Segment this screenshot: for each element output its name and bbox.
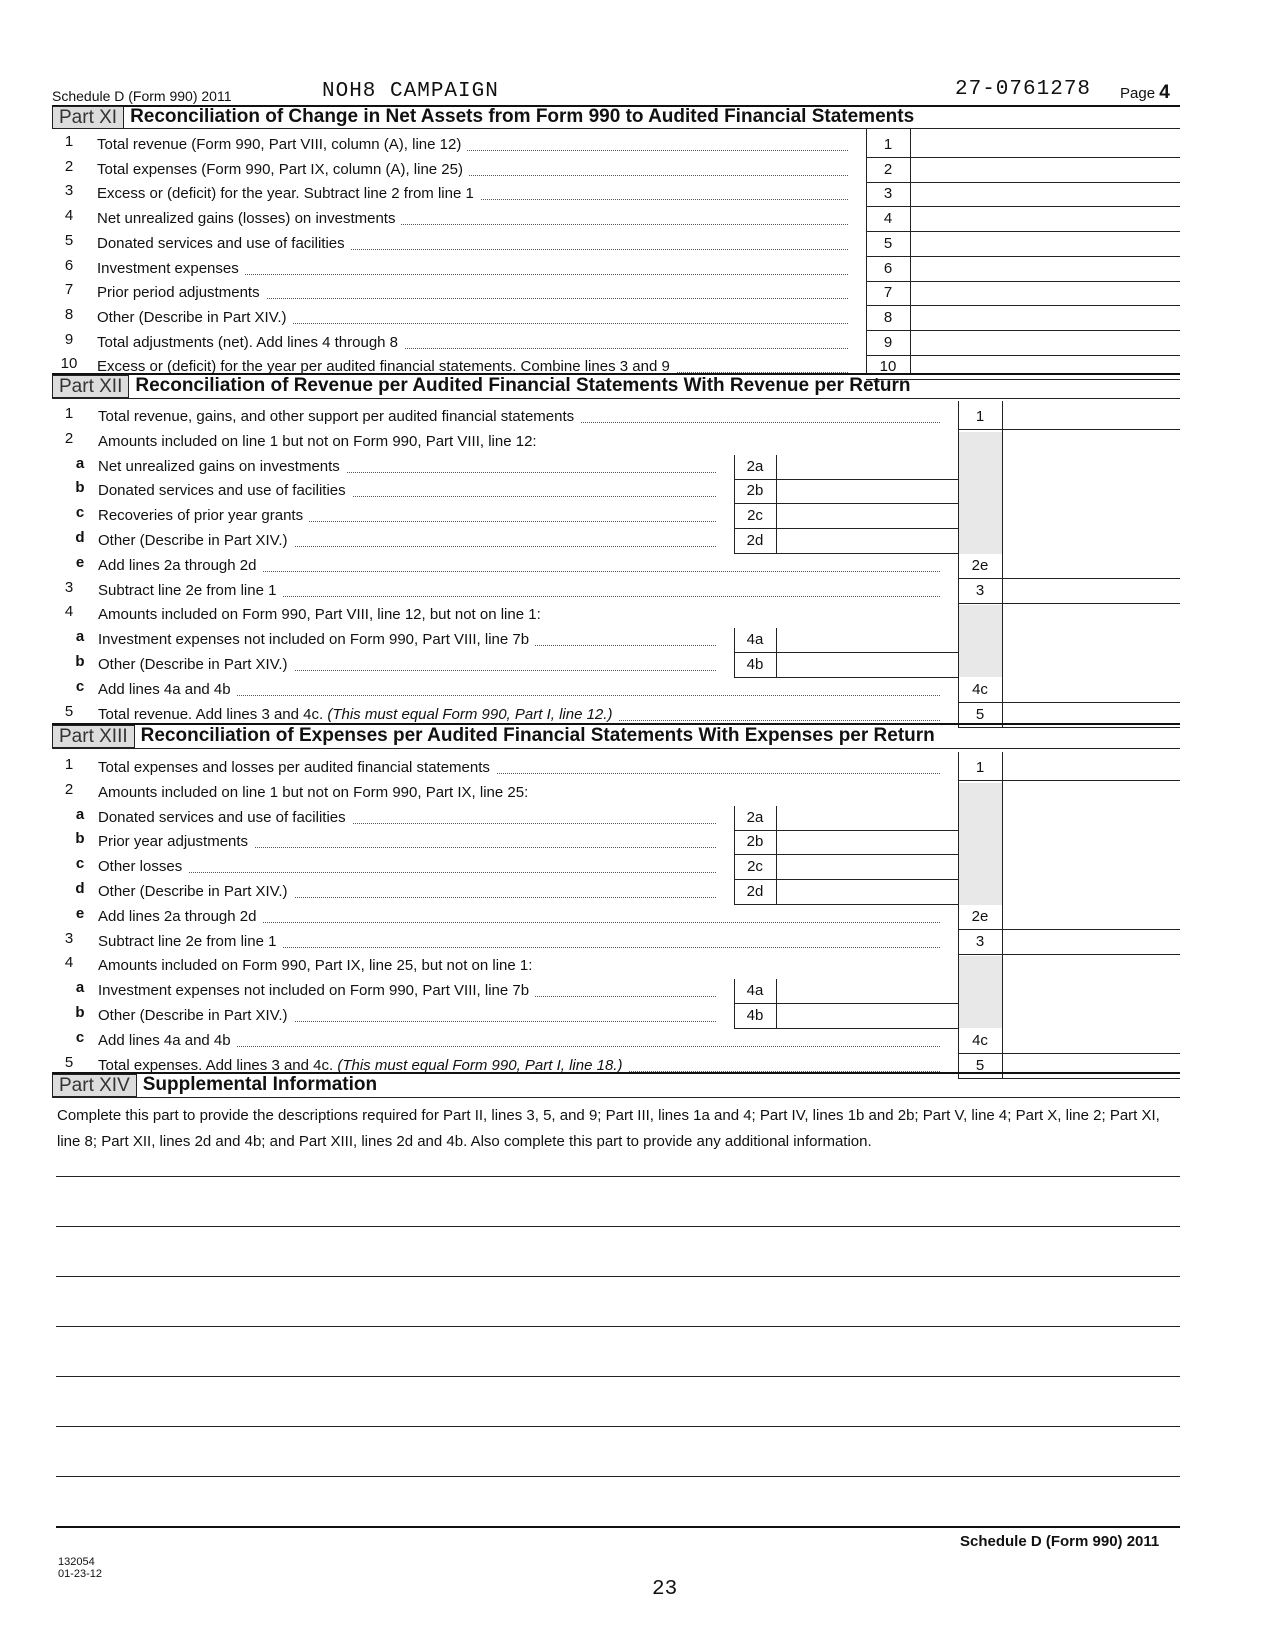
part-xi-header bbox=[52, 106, 914, 128]
line-description bbox=[98, 1029, 237, 1053]
line-underline bbox=[958, 429, 1180, 430]
line-letter: c bbox=[75, 1029, 85, 1046]
line-description bbox=[98, 455, 346, 479]
line-description bbox=[97, 306, 293, 330]
writing-line bbox=[56, 1276, 1180, 1277]
line-number: 1 bbox=[64, 133, 74, 150]
box-divider bbox=[776, 628, 777, 652]
line-number: 1 bbox=[64, 756, 74, 773]
shaded-column bbox=[958, 605, 1002, 677]
line-text: Total revenue. Add lines 3 and 4c. bbox=[98, 706, 324, 723]
line-description bbox=[98, 678, 237, 702]
line-number: 7 bbox=[64, 281, 74, 298]
amount-field[interactable] bbox=[1004, 1054, 1180, 1078]
line-number: 5 bbox=[64, 232, 74, 249]
line-text: Other (Describe in Part XIV.) bbox=[97, 309, 287, 326]
line-note: (This must equal Form 990, Part I, line 18.) bbox=[337, 1057, 623, 1074]
line-box-label: 6 bbox=[883, 260, 893, 277]
line-number: 3 bbox=[64, 930, 74, 947]
line-box-label: 2a bbox=[746, 458, 764, 475]
amount-field[interactable] bbox=[912, 158, 1180, 182]
line-number: 8 bbox=[64, 306, 74, 323]
line-number: 3 bbox=[64, 182, 74, 199]
form-code-1: 132054 bbox=[58, 1556, 95, 1568]
line-box-label: 1 bbox=[975, 408, 985, 425]
line-text: Amounts included on Form 990, Part VIII, line 12, but not on line 1: bbox=[98, 606, 541, 623]
line-underline bbox=[958, 727, 1180, 728]
box-divider bbox=[776, 504, 777, 528]
amount-field[interactable] bbox=[778, 1004, 954, 1028]
line-text: Amounts included on Form 990, Part IX, line 25, but not on line 1: bbox=[98, 957, 533, 974]
line-text: Subtract line 2e from line 1 bbox=[98, 582, 277, 599]
line-box-label: 7 bbox=[883, 284, 893, 301]
line-number: 2 bbox=[64, 158, 74, 175]
line-underline bbox=[734, 1028, 958, 1029]
schedule-label: Schedule D (Form 990) 2011 bbox=[52, 88, 232, 104]
part-xi-title: Reconciliation of Change in Net Assets from Form 990 to Audited Financial Statements bbox=[130, 106, 915, 127]
writing-line bbox=[56, 1176, 1180, 1177]
part-xiii-label: Part XIII bbox=[52, 725, 135, 748]
line-text: Donated services and use of facilities bbox=[98, 482, 346, 499]
line-description bbox=[98, 1004, 294, 1028]
writing-line bbox=[56, 1326, 1180, 1327]
amount-field[interactable] bbox=[778, 504, 954, 528]
line-text: Total expenses. Add lines 3 and 4c. bbox=[98, 1057, 334, 1074]
line-description bbox=[97, 281, 266, 305]
line-text: Net unrealized gains (losses) on investments bbox=[97, 210, 396, 227]
line-description bbox=[98, 979, 535, 1003]
line-description bbox=[97, 257, 245, 281]
line-box-label: 2 bbox=[883, 161, 893, 178]
line-box-label: 2d bbox=[746, 883, 764, 900]
line-text: Prior year adjustments bbox=[98, 833, 249, 850]
page-footer-number: 23 bbox=[652, 1578, 678, 1601]
line-box-label: 3 bbox=[883, 185, 893, 202]
line-text: Add lines 4a and 4b bbox=[98, 681, 231, 698]
box-divider bbox=[776, 806, 777, 830]
line-number: 4 bbox=[64, 603, 74, 620]
line-text: Add lines 2a through 2d bbox=[98, 908, 257, 925]
line-text: Donated services and use of facilities bbox=[97, 235, 345, 252]
line-description bbox=[98, 905, 262, 929]
line-number: 4 bbox=[64, 207, 74, 224]
amount-field[interactable] bbox=[1004, 678, 1180, 702]
amount-field[interactable] bbox=[912, 355, 1180, 379]
line-box-label: 4c bbox=[972, 1032, 988, 1049]
line-box-label: 2b bbox=[746, 833, 764, 850]
line-text: Excess or (deficit) for the year per audited financial statements. Combine lines 3 and 9 bbox=[97, 358, 670, 375]
line-number: 2 bbox=[64, 781, 74, 798]
line-box-label: 4a bbox=[746, 631, 764, 648]
line-box-label: 2c bbox=[747, 858, 763, 875]
dot-leader bbox=[102, 872, 716, 873]
line-letter: c bbox=[75, 504, 85, 521]
line-box-label: 2d bbox=[746, 532, 764, 549]
line-letter: e bbox=[75, 554, 85, 571]
line-text: Investment expenses not included on Form 990, Part VIII, line 7b bbox=[98, 982, 530, 999]
amount-field[interactable] bbox=[778, 653, 954, 677]
line-number: 5 bbox=[64, 703, 74, 720]
amount-field[interactable] bbox=[1004, 554, 1180, 578]
line-text: Total revenue (Form 990, Part VIII, column (A), line 12) bbox=[97, 136, 462, 153]
line-underline bbox=[734, 553, 958, 554]
line-box-label: 10 bbox=[879, 358, 897, 375]
line-underline bbox=[958, 1078, 1180, 1079]
line-text: Total revenue, gains, and other support per audited financial statements bbox=[98, 408, 575, 425]
line-box-label: 2b bbox=[746, 482, 764, 499]
box-divider bbox=[910, 128, 911, 373]
line-letter: b bbox=[75, 653, 85, 670]
line-description bbox=[98, 479, 352, 503]
line-box-label: 2a bbox=[746, 809, 764, 826]
footer-rule bbox=[56, 1526, 1180, 1528]
amount-field[interactable] bbox=[778, 830, 954, 854]
amount-field[interactable] bbox=[1004, 1029, 1180, 1053]
line-text: Excess or (deficit) for the year. Subtract line 2 from line 1 bbox=[97, 185, 474, 202]
line-box-label: 3 bbox=[975, 582, 985, 599]
part-xiv-label: Part XIV bbox=[52, 1074, 137, 1097]
line-description bbox=[98, 830, 254, 854]
line-underline bbox=[734, 677, 958, 678]
amount-field[interactable] bbox=[778, 479, 954, 503]
amount-field[interactable] bbox=[1004, 930, 1180, 954]
line-text: Investment expenses bbox=[97, 260, 239, 277]
line-text: Other (Describe in Part XIV.) bbox=[98, 656, 288, 673]
part-xiv-instructions: Complete this part to provide the descriptions required for Part II, lines 3, 5, and 9; Part III, lines 1a and 4; Part IV, lines 1b and 2b; Part V, line 4; Part X, line 2; Part XI, line 8; Part XII, lines 2d and 4b; and Part XIII, lines 2d and 4b. Also complete this part to provide any additional information. bbox=[57, 1107, 1160, 1150]
box-divider bbox=[776, 880, 777, 904]
line-description bbox=[97, 331, 404, 355]
box-divider bbox=[776, 830, 777, 854]
part-xiii-header bbox=[52, 725, 935, 747]
line-description bbox=[98, 653, 294, 677]
amount-field[interactable] bbox=[1004, 579, 1180, 603]
amount-field[interactable] bbox=[912, 133, 1180, 157]
box-divider bbox=[1002, 401, 1003, 727]
line-description bbox=[98, 756, 496, 780]
line-text: Subtract line 2e from line 1 bbox=[98, 933, 277, 950]
line-text: Investment expenses not included on Form 990, Part VIII, line 7b bbox=[98, 631, 530, 648]
box-divider bbox=[776, 653, 777, 677]
part-xiii-title: Reconciliation of Expenses per Audited Financial Statements With Expenses per Return bbox=[140, 725, 935, 746]
form-code bbox=[58, 1556, 102, 1580]
line-text: Add lines 4a and 4b bbox=[98, 1032, 231, 1049]
line-number: 4 bbox=[64, 954, 74, 971]
page-number: 4 bbox=[1159, 82, 1170, 103]
line-box-label: 4 bbox=[883, 210, 893, 227]
amount-field[interactable] bbox=[1004, 905, 1180, 929]
line-box-label: 1 bbox=[975, 759, 985, 776]
part-xii-label: Part XII bbox=[52, 375, 129, 398]
line-letter: d bbox=[75, 529, 85, 546]
organization-name: NOH8 CAMPAIGN bbox=[322, 80, 499, 103]
line-text: Net unrealized gains on investments bbox=[98, 458, 340, 475]
amount-field[interactable] bbox=[912, 232, 1180, 256]
box-divider bbox=[776, 855, 777, 879]
amount-field[interactable] bbox=[778, 806, 954, 830]
line-text: Prior period adjustments bbox=[97, 284, 260, 301]
box-divider bbox=[776, 979, 777, 1003]
line-text: Other (Describe in Part XIV.) bbox=[98, 1007, 288, 1024]
amount-field[interactable] bbox=[778, 529, 954, 553]
line-letter: c bbox=[75, 678, 85, 695]
line-letter: a bbox=[75, 806, 85, 823]
line-description bbox=[98, 806, 352, 830]
line-letter: a bbox=[75, 628, 85, 645]
line-description bbox=[98, 930, 282, 954]
line-letter: b bbox=[75, 479, 85, 496]
amount-field[interactable] bbox=[912, 257, 1180, 281]
shaded-column bbox=[958, 432, 1002, 554]
line-description bbox=[97, 182, 480, 206]
line-underline bbox=[866, 379, 1180, 380]
line-description bbox=[97, 158, 469, 182]
part-xiv-rule bbox=[52, 1097, 1180, 1098]
amount-field[interactable] bbox=[912, 182, 1180, 206]
box-divider bbox=[776, 1004, 777, 1028]
line-letter: d bbox=[75, 880, 85, 897]
line-box-label: 4b bbox=[746, 656, 764, 673]
line-description bbox=[98, 430, 543, 454]
line-note: (This must equal Form 990, Part I, line 12.) bbox=[327, 706, 613, 723]
line-description bbox=[98, 504, 309, 528]
line-letter: e bbox=[75, 905, 85, 922]
line-text: Donated services and use of facilities bbox=[98, 809, 346, 826]
line-text: Recoveries of prior year grants bbox=[98, 507, 304, 524]
line-number: 5 bbox=[64, 1054, 74, 1071]
line-text: Other (Describe in Part XIV.) bbox=[98, 883, 288, 900]
writing-line bbox=[56, 1476, 1180, 1477]
amount-field[interactable] bbox=[912, 306, 1180, 330]
line-letter: a bbox=[75, 979, 85, 996]
shaded-column bbox=[958, 783, 1002, 905]
part-xii-rule bbox=[52, 398, 1180, 399]
line-box-label: 2e bbox=[971, 557, 989, 574]
part-xii-title: Reconciliation of Revenue per Audited Financial Statements With Revenue per Return bbox=[135, 375, 911, 396]
line-box-label: 2c bbox=[747, 507, 763, 524]
line-letter: b bbox=[75, 830, 85, 847]
part-xiii-rule bbox=[52, 748, 1180, 749]
line-description bbox=[98, 554, 262, 578]
line-box-label: 5 bbox=[883, 235, 893, 252]
part-xi-rule bbox=[52, 128, 1180, 129]
box-divider bbox=[776, 479, 777, 503]
line-letter: a bbox=[75, 455, 85, 472]
line-description bbox=[98, 405, 580, 429]
part-xiv-header bbox=[52, 1074, 377, 1096]
line-underline bbox=[958, 780, 1180, 781]
line-number: 1 bbox=[64, 405, 74, 422]
page-indicator bbox=[1120, 82, 1170, 104]
line-box-label: 1 bbox=[883, 136, 893, 153]
amount-field[interactable] bbox=[778, 455, 954, 479]
line-description bbox=[97, 133, 467, 157]
form-code-2: 01-23-12 bbox=[58, 1568, 103, 1580]
box-divider bbox=[1002, 752, 1003, 1078]
footer-schedule-label: Schedule D (Form 990) 2011 bbox=[960, 1533, 1160, 1550]
line-description bbox=[98, 855, 188, 879]
part-xii-header bbox=[52, 375, 910, 397]
line-description bbox=[97, 207, 401, 231]
line-underline bbox=[958, 603, 1180, 604]
box-divider bbox=[866, 128, 867, 373]
line-box-label: 5 bbox=[975, 706, 985, 723]
box-divider bbox=[776, 529, 777, 553]
line-description bbox=[98, 880, 294, 904]
page-prefix: Page bbox=[1120, 85, 1156, 102]
line-underline bbox=[958, 954, 1180, 955]
line-box-label: 8 bbox=[883, 309, 893, 326]
line-underline bbox=[734, 904, 958, 905]
amount-field[interactable] bbox=[1004, 756, 1180, 780]
line-number: 6 bbox=[64, 257, 74, 274]
amount-field[interactable] bbox=[1004, 405, 1180, 429]
writing-line bbox=[56, 1226, 1180, 1227]
box-divider bbox=[776, 455, 777, 479]
writing-line bbox=[56, 1376, 1180, 1377]
amount-field[interactable] bbox=[912, 207, 1180, 231]
line-description bbox=[98, 954, 538, 978]
line-box-label: 4c bbox=[972, 681, 988, 698]
line-text: Amounts included on line 1 but not on Form 990, Part IX, line 25: bbox=[98, 784, 529, 801]
line-number: 10 bbox=[60, 355, 78, 372]
part-xiv-title: Supplemental Information bbox=[142, 1074, 378, 1095]
amount-field[interactable] bbox=[778, 979, 954, 1003]
line-box-label: 4b bbox=[746, 1007, 764, 1024]
line-text: Add lines 2a through 2d bbox=[98, 557, 257, 574]
line-text: Other (Describe in Part XIV.) bbox=[98, 532, 288, 549]
amount-field[interactable] bbox=[778, 855, 954, 879]
line-box-label: 3 bbox=[975, 933, 985, 950]
line-letter: c bbox=[75, 855, 85, 872]
line-text: Amounts included on line 1 but not on Form 990, Part VIII, line 12: bbox=[98, 433, 537, 450]
line-text: Total expenses (Form 990, Part IX, column (A), line 25) bbox=[97, 161, 463, 178]
writing-line bbox=[56, 1426, 1180, 1427]
line-number: 2 bbox=[64, 430, 74, 447]
part-xi-label: Part XI bbox=[52, 106, 124, 129]
line-letter: b bbox=[75, 1004, 85, 1021]
line-description bbox=[97, 232, 351, 256]
line-text: Total expenses and losses per audited financial statements bbox=[98, 759, 490, 776]
line-text: Total adjustments (net). Add lines 4 through 8 bbox=[97, 334, 399, 351]
line-number: 9 bbox=[64, 331, 74, 348]
line-text: Other losses bbox=[98, 858, 183, 875]
line-description bbox=[98, 603, 547, 627]
line-description bbox=[98, 579, 282, 603]
amount-field[interactable] bbox=[912, 331, 1180, 355]
line-number: 3 bbox=[64, 579, 74, 596]
amount-field[interactable] bbox=[778, 880, 954, 904]
amount-field[interactable] bbox=[912, 281, 1180, 305]
ein: 27-0761278 bbox=[955, 78, 1092, 101]
line-description bbox=[98, 781, 534, 805]
line-box-label: 5 bbox=[975, 1057, 985, 1074]
line-box-label: 4a bbox=[746, 982, 764, 999]
line-box-label: 9 bbox=[883, 334, 893, 351]
amount-field[interactable] bbox=[778, 628, 954, 652]
shaded-column bbox=[958, 956, 1002, 1028]
line-description bbox=[98, 529, 294, 553]
line-box-label: 2e bbox=[971, 908, 989, 925]
line-description bbox=[98, 628, 535, 652]
